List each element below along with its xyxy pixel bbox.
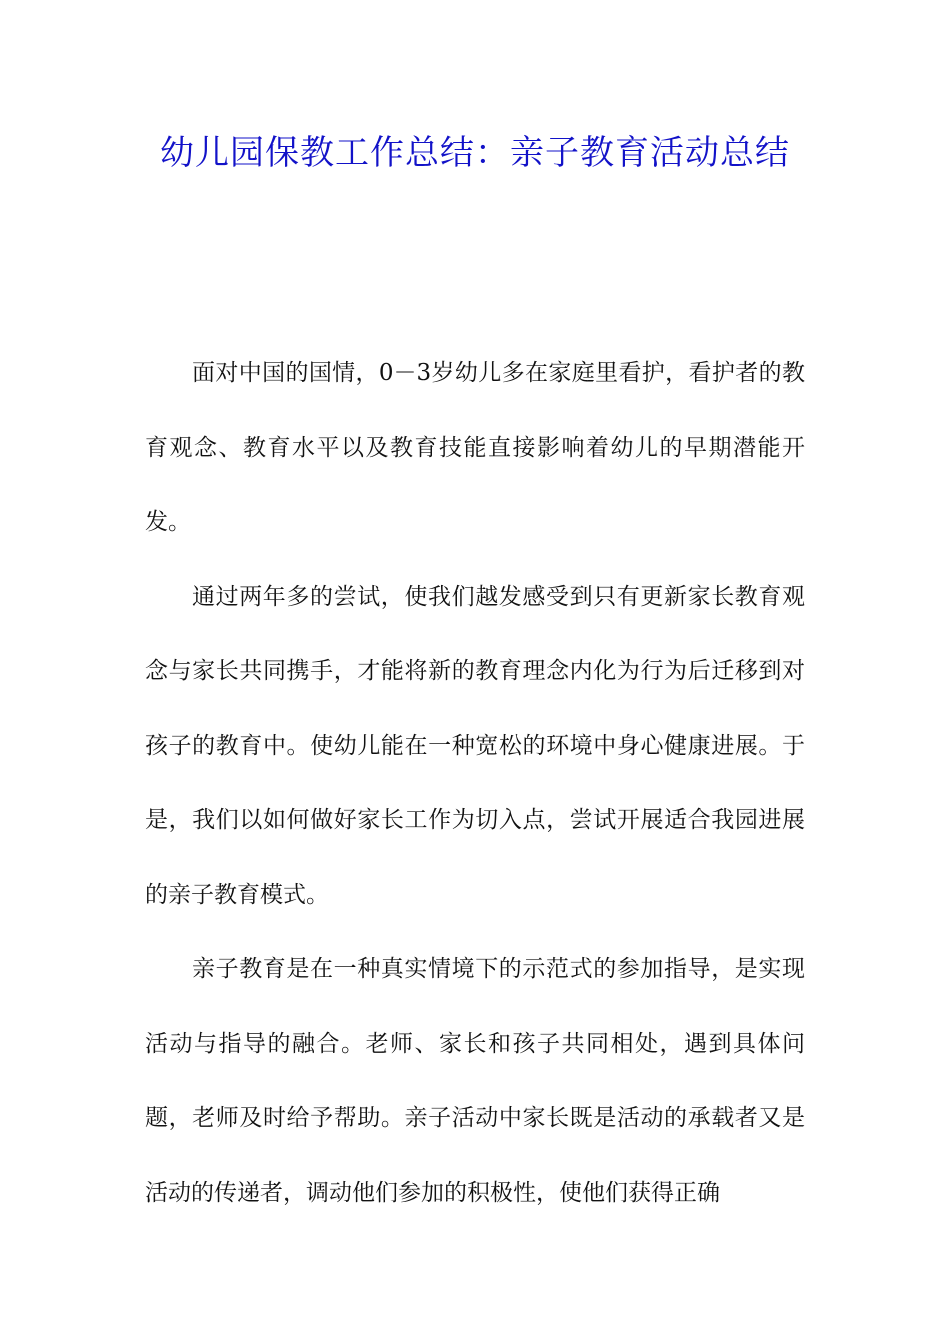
paragraph-1: 面对中国的国情，0－3岁幼儿多在家庭里看护，看护者的教育观念、教育水平以及教育技能直接影响着幼儿的早期潜能开发。 xyxy=(145,360,805,535)
document-title: 幼儿园保教工作总结：亲子教育活动总结 xyxy=(160,133,790,173)
paragraph-3: 亲子教育是在一种真实情境下的示范式的参加指导，是实现活动与指导的融合。老师、家长和孩子共同相处，遇到具体问题，老师及时给予帮助。亲子活动中家长既是活动的承载者又是活动的传递者，调动他们参加的积极性，使他们获得正确 xyxy=(145,956,805,1206)
paragraph-2: 通过两年多的尝试，使我们越发感受到只有更新家长教育观念与家长共同携手，才能将新的教育理念内化为行为后迁移到对孩子的教育中。使幼儿能在一种宽松的环境中身心健康进展。于是，我们以如何做好家长工作为切入点，尝试开展适合我园进展的亲子教育模式。 xyxy=(145,583,805,908)
document-body xyxy=(145,336,805,1230)
